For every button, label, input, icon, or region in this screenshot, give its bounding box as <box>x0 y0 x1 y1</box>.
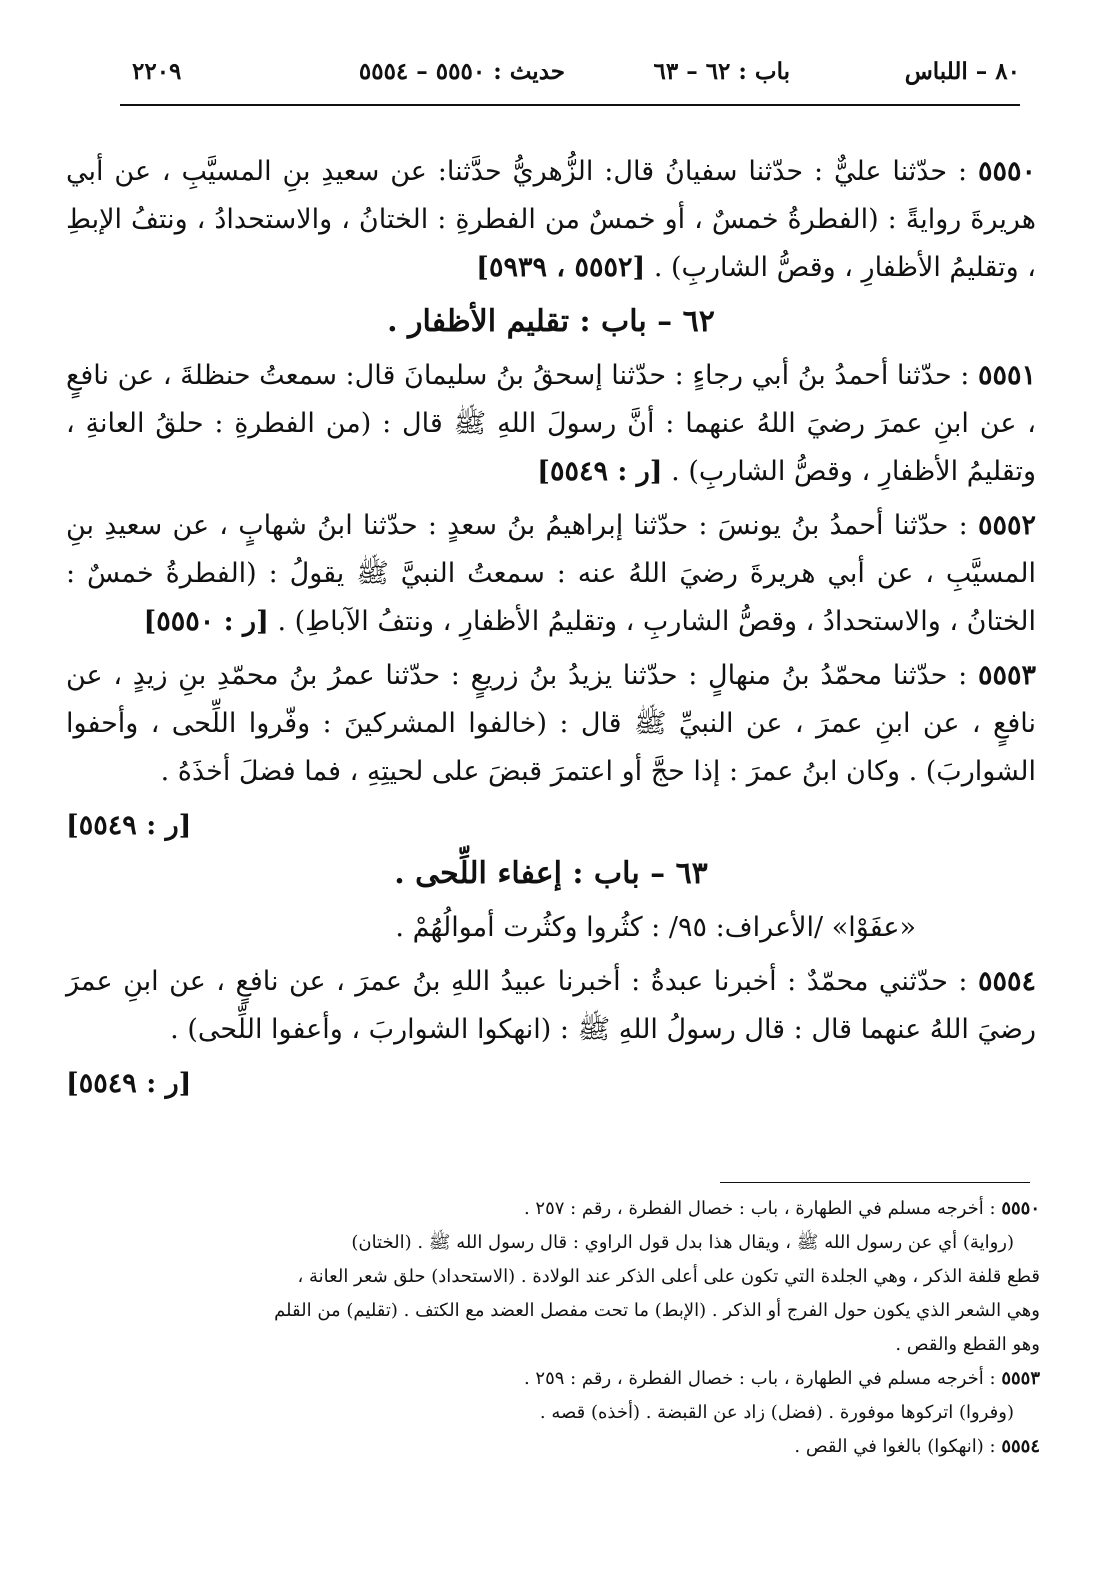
cross-reference: [ر : ٥٥٤٩] <box>66 1068 192 1099</box>
hadith-5554 <box>66 958 1036 1054</box>
footnote-text: وهي الشعر الذي يكون حول الفرج أو الذكر . (الإبط) ما تحت مفصل العضد مع الكتف . (تقليم) من القلم <box>274 1300 1040 1321</box>
footnotes <box>120 1192 1040 1464</box>
footnote-number: ٥٥٥٠ <box>1001 1198 1040 1219</box>
running-header <box>120 52 1020 96</box>
hadith-text: : حدّثنا عليٌّ : حدّثنا سفيانُ قال: الزُّهريُّ حدَّثنا: عن سعيدِ بنِ المسيَّبِ ، عن أبي هريرةَ روايةً : (الفطرةُ خمسٌ ، أو خمسٌ من الفطرةِ : الختانُ ، والاستحدادُ ، ونتفُ الإبطِ ، وتقليمُ الأظفارِ ، وقصُّ الشاربِ) . <box>66 156 1036 283</box>
hadith-number: ٥٥٥٠ <box>977 156 1036 187</box>
hadith-5553 <box>66 652 1036 796</box>
cross-reference: [ر : ٥٥٥٠] <box>143 606 269 637</box>
hadith-number: ٥٥٥٣ <box>978 660 1037 691</box>
hadith-number: ٥٥٥٢ <box>977 510 1036 541</box>
header-section-title: ٨٠ – اللباس <box>904 58 1020 85</box>
hadith-number: ٥٥٥١ <box>978 360 1037 391</box>
main-text <box>66 148 1036 1108</box>
hadith-text: : حدّثني محمّدٌ : أخبرنا عبدةُ : أخبرنا عبيدُ اللهِ بنُ عمرَ ، عن نافعٍ ، عن ابنِ عمرَ رضيَ اللهُ عنهما قال : قال رسولُ اللهِ ﷺ : (انهكوا الشواربَ ، وأعفوا اللِّحى) . <box>66 966 1036 1045</box>
footnote-text: (وفروا) اتركوها موفورة . (فضل) زاد عن القبضة . (أخذه) قصه . <box>539 1402 1014 1423</box>
chapter-heading-62: ٦٢ – باب : تقليم الأظفار . <box>387 304 715 339</box>
hadith-5552 <box>66 502 1036 646</box>
footnote-text: قطع قلفة الذكر ، وهي الجلدة التي تكون على أعلى الذكر عند الولادة . (الاستحداد) حلق شعر العانة ، <box>297 1266 1040 1287</box>
header-bab-range: باب : ٦٢ – ٦٣ <box>653 58 790 85</box>
footnote-number: ٥٥٥٤ <box>1001 1436 1040 1457</box>
chapter-heading-63: ٦٣ – باب : إعفاء اللِّحى . <box>394 856 708 891</box>
footnote-5554 <box>120 1430 1040 1464</box>
hadith-text: : حدّثنا أحمدُ بنُ أبي رجاءٍ : حدّثنا إسحقُ بنُ سليمانَ قال: سمعتُ حنظلةَ ، عن نافعٍ ، عن ابنِ عمرَ رضيَ اللهُ عنهما : أنَّ رسولَ اللهِ ﷺ قال : (من الفطرةِ : حلقُ العانةِ ، وتقليمُ الأظفارِ ، وقصُّ الشاربِ) . <box>66 360 1036 487</box>
cross-reference: [٥٥٥٢ ، ٥٩٣٩] <box>476 252 646 283</box>
hadith-text: : حدّثنا محمّدُ بنُ منهالٍ : حدّثنا يزيدُ بنُ زريعٍ : حدّثنا عمرُ بنُ محمّدِ بنِ زيدٍ ، عن نافعٍ ، عن ابنِ عمرَ ، عن النبيِّ ﷺ قال : (خالفوا المشركينَ : وفّروا اللِّحى ، وأحفوا الشواربَ) . وكان ابنُ عمرَ : إذا حجَّ أو اعتمرَ قبضَ على لحيتِهِ ، فما فضلَ أخذَهُ . <box>66 660 1036 787</box>
page-number: ٢٢٠٩ <box>132 58 182 85</box>
footnote-divider <box>720 1182 1030 1183</box>
footnote-number: ٥٥٥٣ <box>1001 1368 1040 1389</box>
footnote-text: : (انهكوا) بالغوا في القص . <box>794 1436 996 1457</box>
header-divider <box>120 104 1020 106</box>
cross-reference: [ر : ٥٥٤٩] <box>537 456 663 487</box>
footnote-5550 <box>120 1192 1040 1226</box>
header-hadith-range: حديث : ٥٥٥٠ – ٥٥٥٤ <box>358 58 565 85</box>
footnote-text: : أخرجه مسلم في الطهارة ، باب : خصال الفطرة ، رقم : ٢٥٧ . <box>523 1198 996 1219</box>
footnote-text: (رواية) أي عن رسول الله ﷺ ، ويقال هذا بدل قول الراوي : قال رسول الله ﷺ . (الختان) <box>351 1232 1014 1253</box>
hadith-text: : حدّثنا أحمدُ بنُ يونسَ : حدّثنا إبراهيمُ بنُ سعدٍ : حدّثنا ابنُ شهابٍ ، عن سعيدِ بنِ المسيَّبِ ، عن أبي هريرةَ رضيَ اللهُ عنه : سمعتُ النبيَّ ﷺ يقولُ : (الفطرةُ خمسٌ : الختانُ ، والاستحدادُ ، وقصُّ الشاربِ ، وتقليمُ الأظفارِ ، ونتفُ الآباطِ) . <box>66 510 1036 637</box>
footnote-5553 <box>120 1362 1040 1396</box>
quran-citation: «عفَوْا» /الأعراف: ٩٥/ : كثُروا وكثُرت أموالُهُمْ . <box>395 912 916 943</box>
footnote-text: وهو القطع والقص . <box>895 1334 1040 1355</box>
footnote-text: : أخرجه مسلم في الطهارة ، باب : خصال الفطرة ، رقم : ٢٥٩ . <box>523 1368 996 1389</box>
hadith-5551 <box>66 352 1036 496</box>
hadith-5550 <box>66 148 1036 292</box>
hadith-number: ٥٥٥٤ <box>977 966 1036 997</box>
cross-reference: [ر : ٥٥٤٩] <box>66 810 192 841</box>
